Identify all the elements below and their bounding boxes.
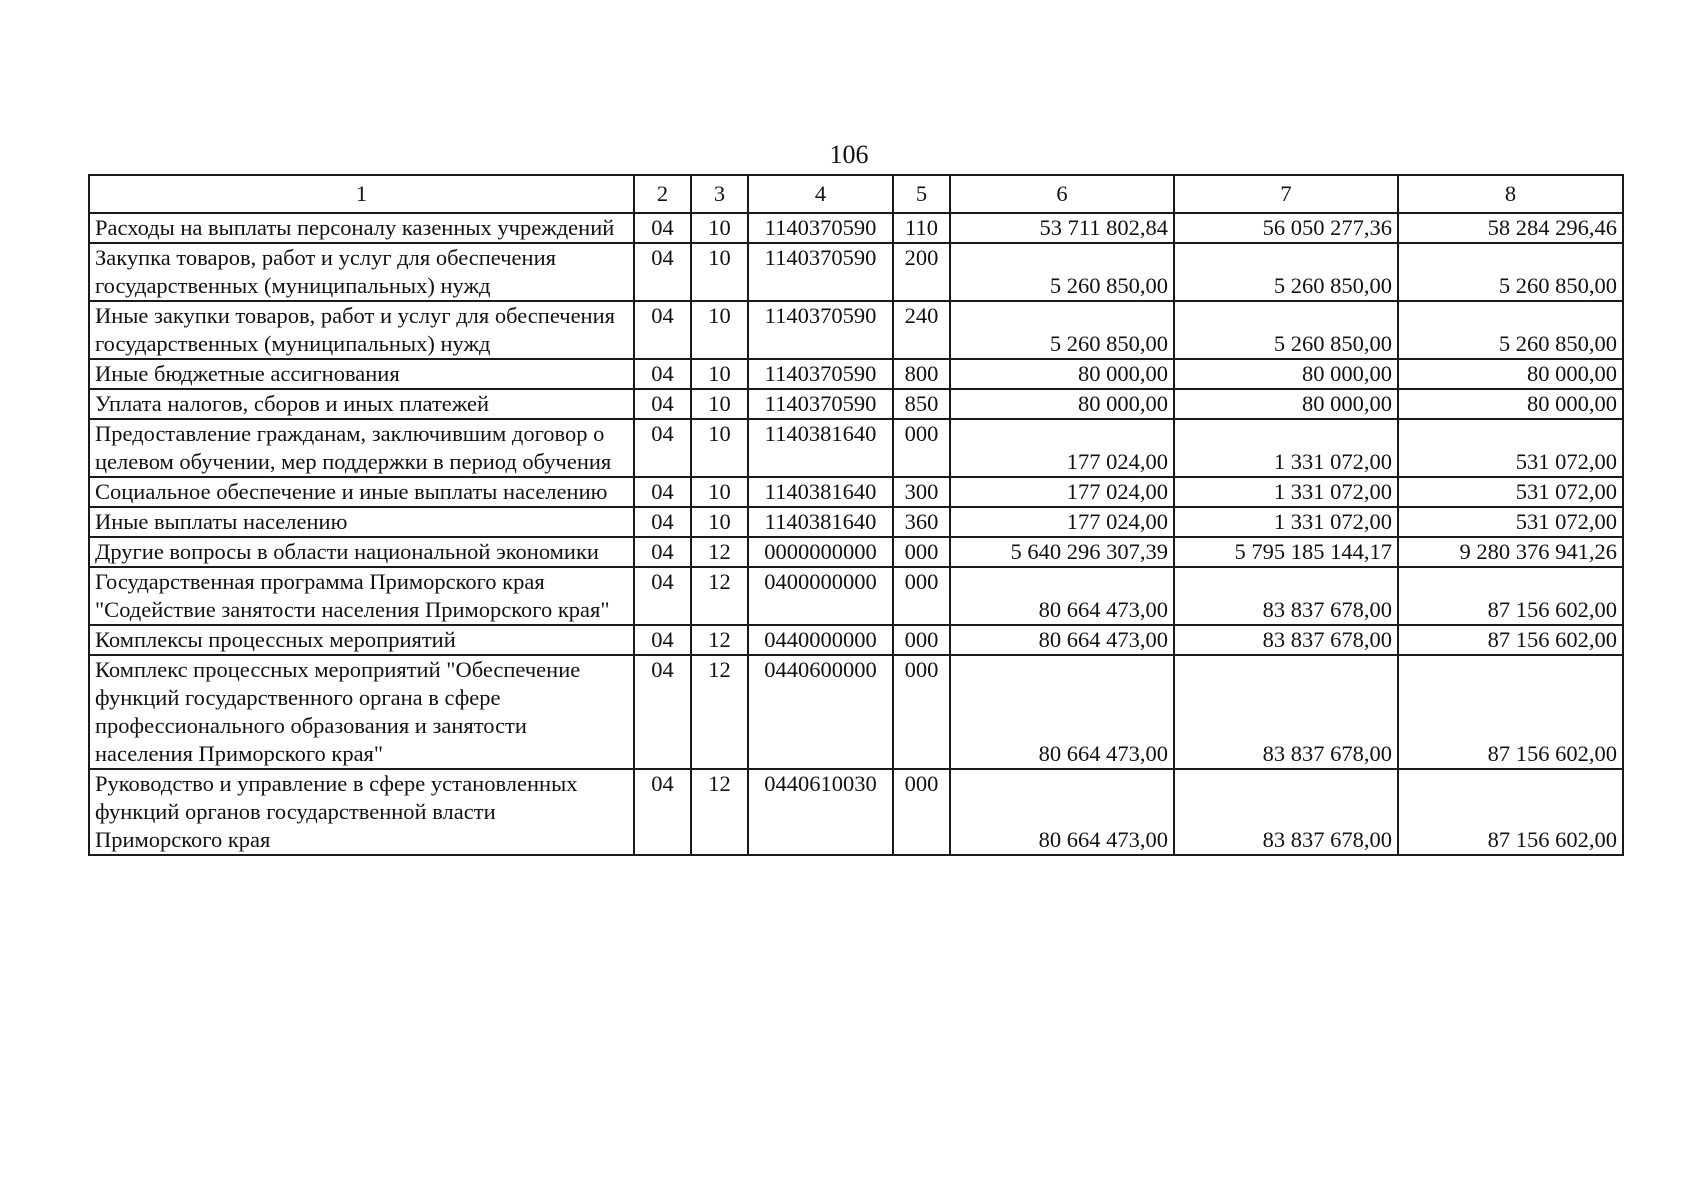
row-amount-year2: 56 050 277,36 [1174, 213, 1398, 243]
row-section-code: 04 [634, 655, 691, 769]
header-cell: 2 [634, 175, 691, 213]
table-row [89, 477, 1623, 507]
budget-table [88, 174, 1624, 856]
row-section-code: 04 [634, 243, 691, 301]
row-name: Социальное обеспечение и иные выплаты населению [89, 477, 634, 507]
row-amount-year2: 83 837 678,00 [1174, 625, 1398, 655]
row-section-code: 04 [634, 359, 691, 389]
row-expense-type-code: 110 [893, 213, 950, 243]
row-target-article-code: 1140381640 [748, 507, 893, 537]
row-subsection-code: 10 [691, 389, 748, 419]
row-target-article-code: 0440000000 [748, 625, 893, 655]
row-name: Предоставление гражданам, заключившим договор о целевом обучении, мер поддержки в период обучения [89, 419, 634, 477]
row-name: Комплексы процессных мероприятий [89, 625, 634, 655]
header-cell: 7 [1174, 175, 1398, 213]
row-amount-year3: 531 072,00 [1398, 507, 1623, 537]
row-amount-year3: 5 260 850,00 [1398, 243, 1623, 301]
row-amount-year2: 80 000,00 [1174, 389, 1398, 419]
row-expense-type-code: 850 [893, 389, 950, 419]
row-expense-type-code: 000 [893, 419, 950, 477]
row-subsection-code: 10 [691, 419, 748, 477]
row-expense-type-code: 800 [893, 359, 950, 389]
row-subsection-code: 12 [691, 567, 748, 625]
row-expense-type-code: 000 [893, 655, 950, 769]
table-row [89, 537, 1623, 567]
row-amount-year1: 5 260 850,00 [950, 301, 1174, 359]
header-cell: 8 [1398, 175, 1623, 213]
row-subsection-code: 12 [691, 537, 748, 567]
row-amount-year2: 1 331 072,00 [1174, 419, 1398, 477]
row-amount-year2: 5 260 850,00 [1174, 301, 1398, 359]
row-target-article-code: 1140370590 [748, 301, 893, 359]
row-amount-year1: 5 260 850,00 [950, 243, 1174, 301]
table-row [89, 419, 1623, 477]
row-amount-year3: 87 156 602,00 [1398, 567, 1623, 625]
row-amount-year2: 83 837 678,00 [1174, 567, 1398, 625]
row-section-code: 04 [634, 507, 691, 537]
row-name: Уплата налогов, сборов и иных платежей [89, 389, 634, 419]
row-amount-year3: 5 260 850,00 [1398, 301, 1623, 359]
row-target-article-code: 1140370590 [748, 213, 893, 243]
row-subsection-code: 10 [691, 507, 748, 537]
row-name: Другие вопросы в области национальной экономики [89, 537, 634, 567]
row-target-article-code: 1140370590 [748, 243, 893, 301]
row-amount-year2: 5 260 850,00 [1174, 243, 1398, 301]
row-amount-year3: 87 156 602,00 [1398, 625, 1623, 655]
row-section-code: 04 [634, 769, 691, 855]
row-expense-type-code: 000 [893, 769, 950, 855]
header-cell: 6 [950, 175, 1174, 213]
row-name: Иные бюджетные ассигнования [89, 359, 634, 389]
row-name: Руководство и управление в сфере установленных функций органов государственной власти Приморского края [89, 769, 634, 855]
table-row [89, 213, 1623, 243]
row-amount-year2: 1 331 072,00 [1174, 477, 1398, 507]
row-subsection-code: 10 [691, 301, 748, 359]
row-expense-type-code: 360 [893, 507, 950, 537]
row-section-code: 04 [634, 389, 691, 419]
row-amount-year3: 87 156 602,00 [1398, 769, 1623, 855]
row-target-article-code: 1140370590 [748, 389, 893, 419]
row-amount-year3: 531 072,00 [1398, 419, 1623, 477]
row-name: Иные выплаты населению [89, 507, 634, 537]
header-cell: 5 [893, 175, 950, 213]
row-amount-year3: 58 284 296,46 [1398, 213, 1623, 243]
row-expense-type-code: 300 [893, 477, 950, 507]
table-row [89, 567, 1623, 625]
row-amount-year3: 9 280 376 941,26 [1398, 537, 1623, 567]
row-section-code: 04 [634, 419, 691, 477]
row-target-article-code: 0440610030 [748, 769, 893, 855]
row-expense-type-code: 000 [893, 537, 950, 567]
row-name: Иные закупки товаров, работ и услуг для обеспечения государственных (муниципальных) нужд [89, 301, 634, 359]
row-amount-year3: 80 000,00 [1398, 389, 1623, 419]
row-amount-year2: 1 331 072,00 [1174, 507, 1398, 537]
row-subsection-code: 12 [691, 655, 748, 769]
row-amount-year2: 80 000,00 [1174, 359, 1398, 389]
header-cell: 3 [691, 175, 748, 213]
row-amount-year1: 177 024,00 [950, 507, 1174, 537]
row-expense-type-code: 240 [893, 301, 950, 359]
row-subsection-code: 12 [691, 625, 748, 655]
header-cell: 1 [89, 175, 634, 213]
row-amount-year1: 177 024,00 [950, 477, 1174, 507]
row-name: Государственная программа Приморского края "Содействие занятости населения Приморского края" [89, 567, 634, 625]
row-target-article-code: 1140370590 [748, 359, 893, 389]
row-amount-year1: 177 024,00 [950, 419, 1174, 477]
header-cell: 4 [748, 175, 893, 213]
row-name: Расходы на выплаты персоналу казенных учреждений [89, 213, 634, 243]
table-row [89, 625, 1623, 655]
row-section-code: 04 [634, 477, 691, 507]
row-amount-year1: 80 664 473,00 [950, 769, 1174, 855]
row-amount-year3: 87 156 602,00 [1398, 655, 1623, 769]
row-amount-year1: 5 640 296 307,39 [950, 537, 1174, 567]
row-amount-year2: 83 837 678,00 [1174, 769, 1398, 855]
row-subsection-code: 10 [691, 359, 748, 389]
row-section-code: 04 [634, 537, 691, 567]
table-row [89, 389, 1623, 419]
table-row [89, 507, 1623, 537]
table-body [89, 175, 1623, 855]
table-row [89, 655, 1623, 769]
row-target-article-code: 0400000000 [748, 567, 893, 625]
row-subsection-code: 12 [691, 769, 748, 855]
row-subsection-code: 10 [691, 213, 748, 243]
row-expense-type-code: 000 [893, 625, 950, 655]
row-amount-year1: 80 000,00 [950, 389, 1174, 419]
page-number: 106 [829, 140, 869, 169]
row-target-article-code: 0000000000 [748, 537, 893, 567]
row-expense-type-code: 200 [893, 243, 950, 301]
row-amount-year1: 80 664 473,00 [950, 567, 1174, 625]
row-amount-year1: 53 711 802,84 [950, 213, 1174, 243]
row-section-code: 04 [634, 567, 691, 625]
row-section-code: 04 [634, 625, 691, 655]
row-amount-year1: 80 664 473,00 [950, 625, 1174, 655]
row-expense-type-code: 000 [893, 567, 950, 625]
row-name: Комплекс процессных мероприятий "Обеспечение функций государственного органа в сфере профессионального образования и занятости населения Приморского края" [89, 655, 634, 769]
row-subsection-code: 10 [691, 243, 748, 301]
table-row [89, 359, 1623, 389]
table-row [89, 769, 1623, 855]
row-target-article-code: 0440600000 [748, 655, 893, 769]
row-amount-year3: 531 072,00 [1398, 477, 1623, 507]
row-section-code: 04 [634, 301, 691, 359]
header-row [89, 175, 1623, 213]
row-amount-year2: 5 795 185 144,17 [1174, 537, 1398, 567]
row-amount-year3: 80 000,00 [1398, 359, 1623, 389]
row-section-code: 04 [634, 213, 691, 243]
row-target-article-code: 1140381640 [748, 477, 893, 507]
row-name: Закупка товаров, работ и услуг для обеспечения государственных (муниципальных) нужд [89, 243, 634, 301]
row-amount-year1: 80 664 473,00 [950, 655, 1174, 769]
row-subsection-code: 10 [691, 477, 748, 507]
row-amount-year1: 80 000,00 [950, 359, 1174, 389]
table-row [89, 243, 1623, 301]
table-row [89, 301, 1623, 359]
row-amount-year2: 83 837 678,00 [1174, 655, 1398, 769]
row-target-article-code: 1140381640 [748, 419, 893, 477]
